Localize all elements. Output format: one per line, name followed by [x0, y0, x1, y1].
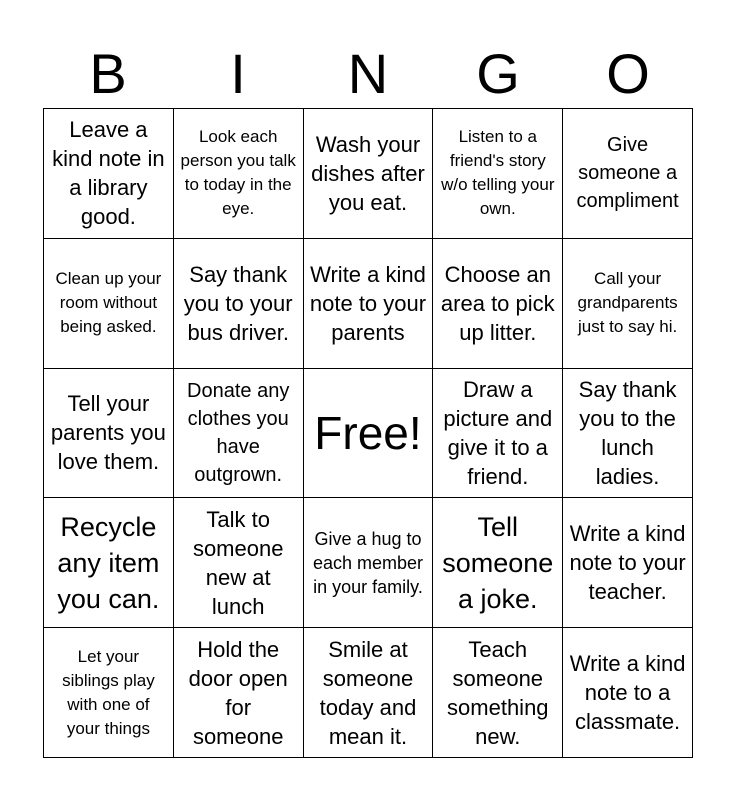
cell-text: Hold the door open for someone: [188, 636, 288, 749]
cell-text: Write a kind note to a classmate.: [569, 651, 686, 735]
cell-text: Wash your dishes after you eat.: [311, 131, 425, 215]
bingo-cell[interactable]: [563, 239, 693, 369]
bingo-cell[interactable]: [433, 498, 563, 628]
header-letter-i: I: [230, 42, 246, 105]
cell-text: Donate any clothes you have outgrown.: [187, 379, 290, 486]
bingo-cell[interactable]: [433, 239, 563, 369]
cell-text: Let your siblings play with one of your things: [62, 646, 155, 738]
bingo-cell[interactable]: [304, 498, 434, 628]
cell-text: Smile at someone today and mean it.: [319, 636, 417, 749]
cell-text: Draw a picture and give it to a friend.: [443, 376, 553, 489]
bingo-cell[interactable]: [174, 498, 304, 628]
bingo-cell[interactable]: [563, 498, 693, 628]
cell-text: Give someone a compliment: [576, 134, 679, 213]
bingo-cell[interactable]: [174, 369, 304, 499]
cell-text: Write a kind note to your parents: [309, 261, 427, 345]
header-letter-n: N: [347, 42, 389, 105]
bingo-cell[interactable]: [433, 369, 563, 499]
bingo-cell[interactable]: [44, 109, 174, 239]
cell-text: Talk to someone new at lunch: [192, 506, 284, 619]
cell-text: Clean up your room without being asked.: [55, 269, 162, 337]
bingo-cell[interactable]: [433, 628, 563, 758]
bingo-cell[interactable]: [44, 498, 174, 628]
cell-text: Write a kind note to your teacher.: [569, 521, 686, 605]
cell-text: Leave a kind note in a library good.: [52, 117, 165, 230]
header-letter-o: O: [606, 42, 650, 105]
bingo-cell[interactable]: [174, 239, 304, 369]
bingo-grid: [43, 108, 693, 758]
cell-text: Tell someone a joke.: [442, 511, 554, 614]
bingo-cell[interactable]: [304, 628, 434, 758]
free-space-cell[interactable]: [304, 369, 434, 499]
bingo-cell[interactable]: [563, 628, 693, 758]
bingo-cell[interactable]: [44, 369, 174, 499]
bingo-cell[interactable]: [563, 369, 693, 499]
bingo-cell[interactable]: [44, 628, 174, 758]
cell-text: Listen to a friend's story w/o telling your own.: [441, 127, 555, 219]
cell-text: Say thank you to your bus driver.: [183, 261, 293, 345]
cell-text: Say thank you to the lunch ladies.: [578, 376, 677, 489]
bingo-cell[interactable]: [174, 109, 304, 239]
cell-text: Choose an area to pick up litter.: [440, 261, 555, 345]
bingo-cell[interactable]: [44, 239, 174, 369]
bingo-cell[interactable]: [433, 109, 563, 239]
bingo-header: [43, 40, 693, 108]
bingo-cell[interactable]: [304, 109, 434, 239]
cell-text: Recycle any item you can.: [57, 511, 160, 614]
free-space-text: Free!: [314, 406, 422, 459]
bingo-cell[interactable]: [304, 239, 434, 369]
bingo-cell[interactable]: [563, 109, 693, 239]
bingo-cell[interactable]: [174, 628, 304, 758]
cell-text: Give a hug to each member in your family.: [312, 528, 424, 597]
header-letter-b: B: [89, 42, 127, 105]
cell-text: Tell your parents you love them.: [50, 391, 166, 475]
header-letter-g: G: [476, 42, 520, 105]
cell-text: Teach someone something new.: [447, 636, 549, 749]
cell-text: Look each person you talk to today in the eye.: [180, 127, 296, 219]
cell-text: Call your grandparents just to say hi.: [577, 269, 678, 337]
